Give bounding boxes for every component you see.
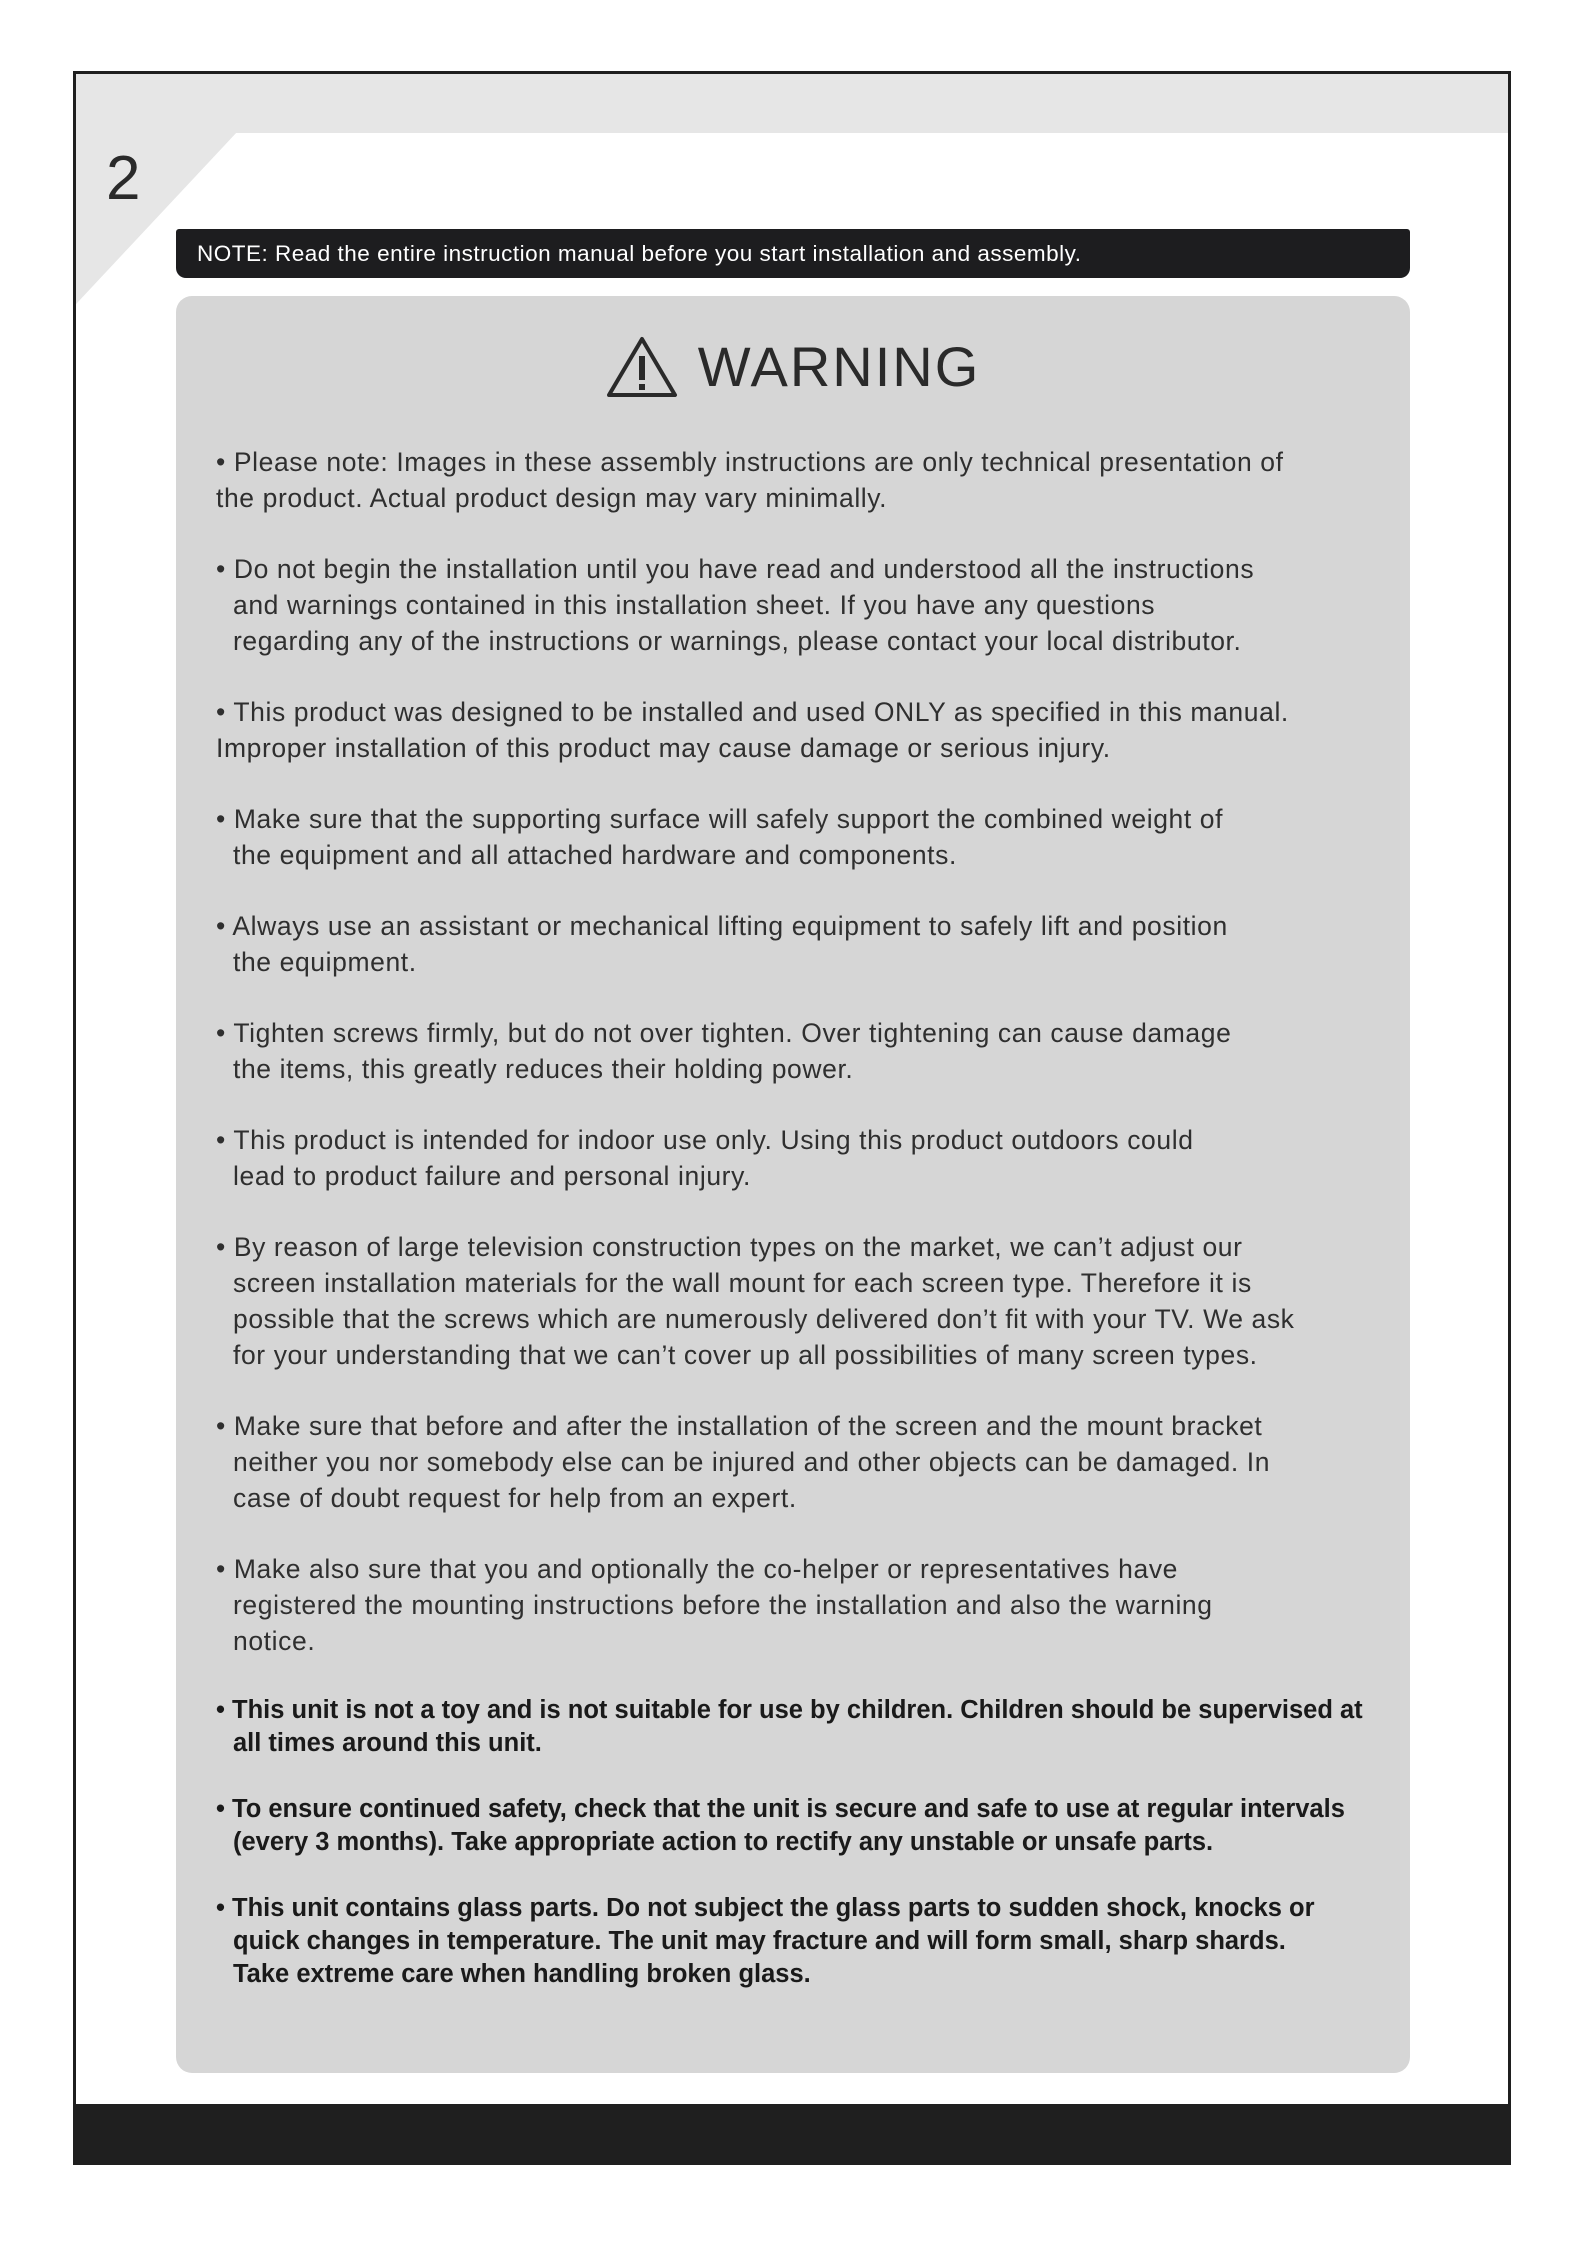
warning-item: • To ensure continued safety, check that the unit is secure and safe to use at regular intervals (every 3 months). Take appropriate action to rectify any unstable or unsafe parts. xyxy=(216,1795,1345,1856)
page-frame xyxy=(73,71,1511,2165)
warning-item: • Do not begin the installation until you have read and understood all the instructions and warnings contained in this installation sheet. If you have any questions regarding any of the instructions or warnings, please contact your local distributor. xyxy=(216,554,1255,656)
warning-item: • Make sure that the supporting surface will safely support the combined weight of the equipment and all attached hardware and components. xyxy=(216,804,1224,870)
note-banner: NOTE: Read the entire instruction manual before you start installation and assembly. xyxy=(176,229,1410,278)
warning-item: • Make sure that before and after the installation of the screen and the mount bracket neither you nor somebody else can be injured and other objects can be damaged. In case of doubt request for help from an expert. xyxy=(216,1411,1271,1513)
page-number: 2 xyxy=(106,144,141,213)
warning-item: • Make also sure that you and optionally the co-helper or representatives have registered the mounting instructions before the installation and also the warning notice. xyxy=(216,1554,1213,1656)
warning-item: • Tighten screws firmly, but do not over tighten. Over tightening can cause damage the items, this greatly reduces their holding power. xyxy=(216,1018,1232,1084)
warning-item: • This unit is not a toy and is not suitable for use by children. Children should be supervised at all times around this unit. xyxy=(216,1696,1363,1757)
warning-item: • Always use an assistant or mechanical lifting equipment to safely lift and position the equipment. xyxy=(216,911,1228,977)
warning-triangle-icon xyxy=(606,336,678,398)
warning-item: • This product is intended for indoor use only. Using this product outdoors could lead to product failure and personal injury. xyxy=(216,1125,1194,1191)
warning-panel xyxy=(176,296,1410,2073)
warning-item: • Please note: Images in these assembly instructions are only technical presentation of the product. Actual product design may vary minimally. xyxy=(216,447,1284,513)
corner-decoration xyxy=(76,74,1508,334)
warning-item: • By reason of large television construction types on the market, we can’t adjust our screen installation materials for the wall mount for each screen type. Therefore it is possible that the screws which are numerously delivered don’t fit with your TV. We ask for your understanding that we can’t cover up all possibilities of many screen types. xyxy=(216,1232,1295,1370)
warning-heading xyxy=(216,332,1370,402)
warning-item: • This unit contains glass parts. Do not subject the glass parts to sudden shock, knocks or quick changes in temperature. The unit may fracture and will form small, sharp shards. Take extreme care when handling broken glass. xyxy=(216,1894,1315,1988)
warning-title: WARNING xyxy=(697,335,981,398)
footer-bar xyxy=(76,2104,1508,2162)
warning-item: • This product was designed to be installed and used ONLY as specified in this manual. Improper installation of this product may cause damage or serious injury. xyxy=(216,697,1289,763)
warning-list xyxy=(216,444,1370,1991)
